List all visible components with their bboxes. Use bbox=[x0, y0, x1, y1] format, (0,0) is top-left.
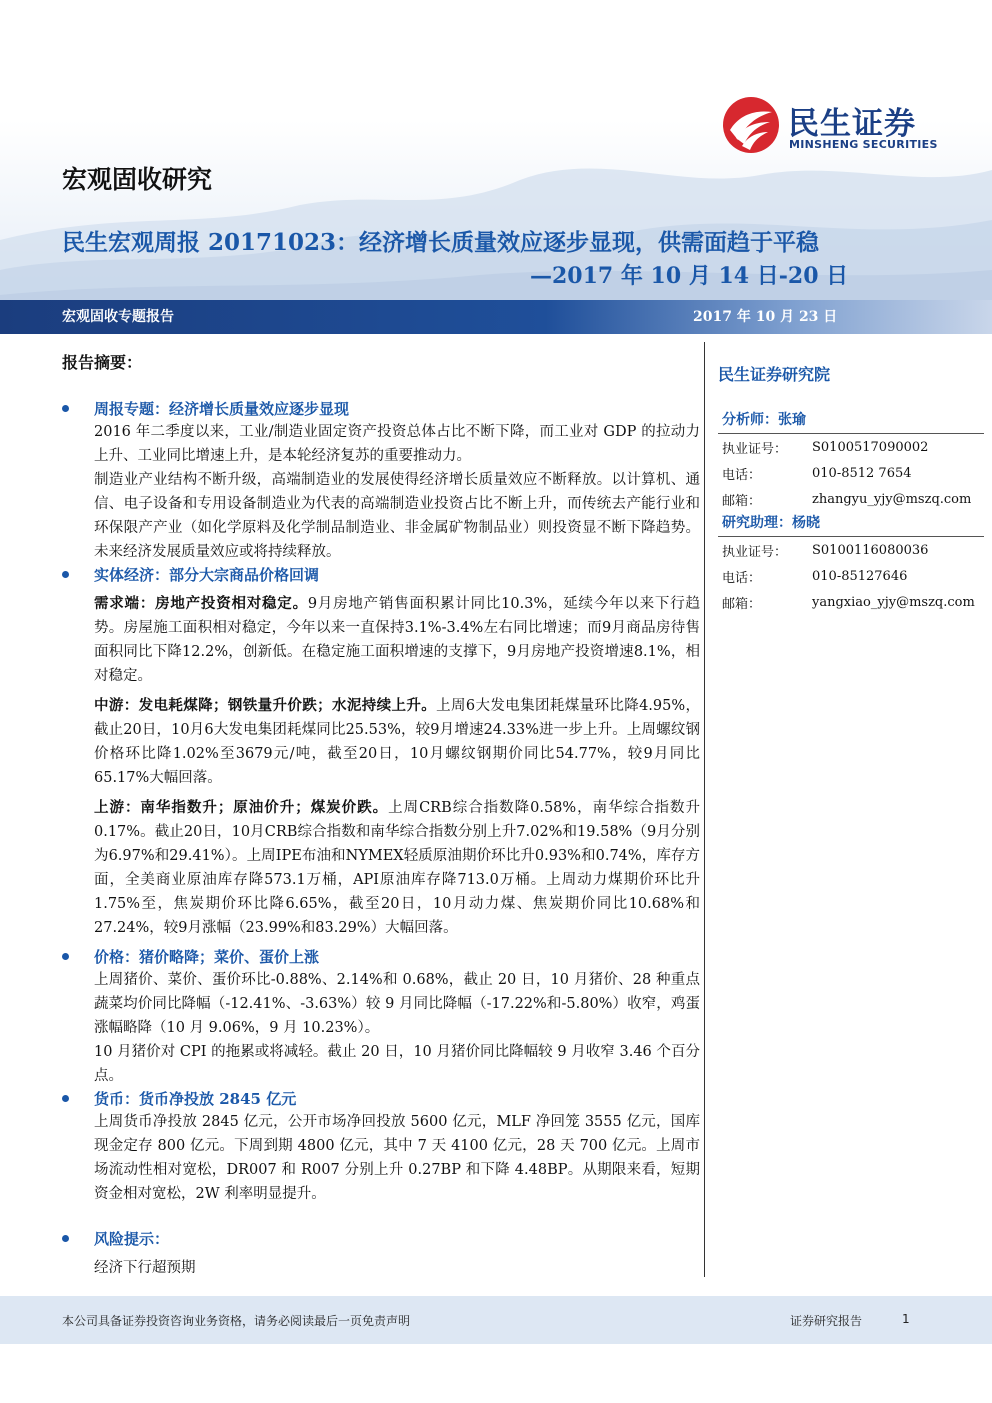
report-date: 2017 年 10 月 23 日 bbox=[693, 309, 838, 325]
assistant-row bbox=[718, 563, 984, 589]
analyst-row bbox=[718, 486, 984, 512]
logo-name-en: MINSHENG SECURITIES bbox=[789, 138, 938, 151]
analyst-heading: 分析师：张瑜 bbox=[718, 409, 984, 434]
section-heading: 周报专题：经济增长质量效应逐步显现 bbox=[94, 400, 350, 418]
paragraph-text: 9月房地产销售面积累计同比10.3%，延续今年以来下行趋势。房屋施工面积相对稳定，今年以来一直保持3.1%-3.4%左右同比增速；而9月商品房待售面积同比下降12.2%，创新低。在稳定施工面积增速的支撑下，9月房地产投资增速8.1%，相对稳定。 bbox=[94, 596, 700, 684]
paragraph bbox=[94, 796, 700, 940]
report-title: 民生宏观周报 20171023：经济增长质量效应逐步显现，供需面趋于平稳 bbox=[62, 229, 820, 256]
row-value: 010-85127646 bbox=[812, 568, 908, 584]
row-value: S0100116080036 bbox=[812, 542, 929, 558]
sidebar bbox=[718, 362, 984, 615]
logo-name-cn: 民生证券 bbox=[788, 106, 916, 142]
paragraph: 10 月猪价对 CPI 的拖累或将减轻。截止 20 日，10 月猪价同比降幅较 9 月收窄 3.46 个百分点。 bbox=[94, 1044, 700, 1084]
institute-name: 民生证券研究院 bbox=[718, 365, 831, 384]
row-key: 执业证号： bbox=[722, 544, 788, 560]
paragraph-text: 上周CRB综合指数降0.58%，南华综合指数升0.17%。截止20日，10月CRB综合指数和南华综合指数分别上升7.02%和19.58%（9月分别为6.97%和29.41%）。上周IPE布油和NYMEX轻质原油期价环比升0.93%和0.74%，库存方面，全美商业原油库存降573.1万桶，API原油库存降713.0万桶。上周动力煤期价环比升1.75%至，焦炭期价环比降6.65%，截至20日，10月动力煤、焦炭期价同比10.68%和27.24%，较9月涨幅（23.99%和83.29%）大幅回落。 bbox=[94, 800, 701, 936]
paragraph: 经济下行超预期 bbox=[94, 1260, 196, 1276]
paragraph: 上周猪价、菜价、蛋价环比-0.88%、2.14%和 0.68%，截止 20 日，10 月猪价、28 种重点蔬菜均价同比降幅（-12.41%、-3.63%）较 9 月同比降幅（-17.22%和-5.80%）收窄，鸡蛋涨幅略降（10 月 9.06%，9 月 10.23%）。 bbox=[94, 972, 700, 1036]
section-heading: 实体经济：部分大宗商品价格回调 bbox=[94, 566, 320, 584]
paragraph-lead: 中游：发电耗煤降；钢铁量升价跌；水泥持续上升。 bbox=[94, 697, 437, 714]
section-monetary bbox=[62, 1088, 700, 1206]
section-real-economy bbox=[62, 564, 700, 940]
assistant-row bbox=[718, 537, 984, 563]
company-logo bbox=[722, 96, 952, 158]
row-value: S0100517090002 bbox=[812, 439, 929, 455]
paragraph bbox=[94, 592, 700, 688]
bullet-icon bbox=[62, 953, 69, 960]
bullet-icon bbox=[62, 1095, 69, 1102]
report-type: 宏观固收专题报告 bbox=[62, 309, 174, 325]
paragraph: 2016 年二季度以来，工业/制造业固定资产投资总体占比不断下降，而工业对 GDP 的拉动力上升、工业同比增速上升，是本轮经济复苏的重要推动力。 bbox=[94, 424, 700, 464]
report-category: 宏观固收研究 bbox=[62, 165, 213, 194]
paragraph-lead: 上游：南华指数升；原油价升；煤炭价跌。 bbox=[94, 799, 389, 816]
paragraph: 上周货币净投放 2845 亿元，公开市场净回投放 5600 亿元，MLF 净回笼 3555 亿元，国库现金定存 800 亿元。下周到期 4800 亿元，其中 7 天 4100 亿元，28 天 700 亿元。上周市场流动性相对宽松，DR007 和 R007 分别上升 0.27BP 和下降 4.48BP。从期限来看，短期资金相对宽松，2W 利率明显提升。 bbox=[94, 1114, 700, 1202]
analyst-email-link[interactable]: zhangyu_yjy@mszq.com bbox=[812, 491, 972, 507]
paragraph bbox=[94, 694, 700, 790]
summary-body bbox=[62, 398, 700, 1280]
footer-report-type: 证券研究报告 bbox=[790, 1314, 863, 1328]
header-band bbox=[0, 300, 992, 334]
analyst-row bbox=[718, 434, 984, 460]
row-key: 电话： bbox=[722, 467, 762, 483]
section-heading: 价格：猪价略降；菜价、蛋价上涨 bbox=[94, 948, 320, 966]
page-number: 1 bbox=[902, 1312, 910, 1326]
assistant-row bbox=[718, 589, 984, 615]
bullet-icon bbox=[62, 405, 69, 412]
section-prices bbox=[62, 946, 700, 1088]
report-subtitle: —2017 年 10 月 14 日-20 日 bbox=[530, 263, 849, 289]
bullet-icon bbox=[62, 571, 69, 578]
page-footer bbox=[0, 1296, 992, 1344]
row-key: 邮箱： bbox=[722, 596, 762, 612]
section-heading: 货币：货币净投放 2845 亿元 bbox=[94, 1090, 297, 1108]
paragraph-lead: 需求端：房地产投资相对稳定。 bbox=[94, 595, 308, 612]
analyst-row bbox=[718, 460, 984, 486]
footer-disclaimer: 本公司具备证券投资咨询业务资格，请务必阅读最后一页免责声明 bbox=[62, 1314, 411, 1328]
section-risk bbox=[62, 1228, 700, 1280]
paragraph: 制造业产业结构不断升级，高端制造业的发展使得经济增长质量效应不断释放。以计算机、通信、电子设备和专用设备制造业为代表的高端制造业投资占比不断上升，而传统去产能行业和环保限产产业（如化学原料及化学制品制造业、非金属矿物制品业）则投资显不断下降趋势。未来经济发展质量效应或将持续释放。 bbox=[94, 472, 700, 560]
paragraph-text: 上周6大发电集团耗煤量环比降4.95%，截止20日，10月6大发电集团耗煤同比25.53%，较9月增速24.33%进一步上升。上周螺纹钢价格环比降1.02%至3679元/吨，截至20日，10月螺纹钢期价同比54.77%，较9月同比65.17%大幅回落。 bbox=[94, 698, 701, 786]
assistant-email-link[interactable]: yangxiao_yjy@mszq.com bbox=[812, 594, 975, 610]
section-heading: 风险提示： bbox=[94, 1230, 170, 1248]
section-topic bbox=[62, 398, 700, 564]
minsheng-logo-icon bbox=[722, 96, 780, 154]
assistant-heading: 研究助理：杨晓 bbox=[718, 512, 984, 537]
summary-heading: 报告摘要： bbox=[62, 353, 143, 372]
row-key: 邮箱： bbox=[722, 493, 762, 509]
row-value: 010-8512 7654 bbox=[812, 465, 912, 481]
row-key: 执业证号： bbox=[722, 441, 788, 457]
bullet-icon bbox=[62, 1235, 69, 1242]
column-divider bbox=[704, 342, 705, 1277]
row-key: 电话： bbox=[722, 570, 762, 586]
